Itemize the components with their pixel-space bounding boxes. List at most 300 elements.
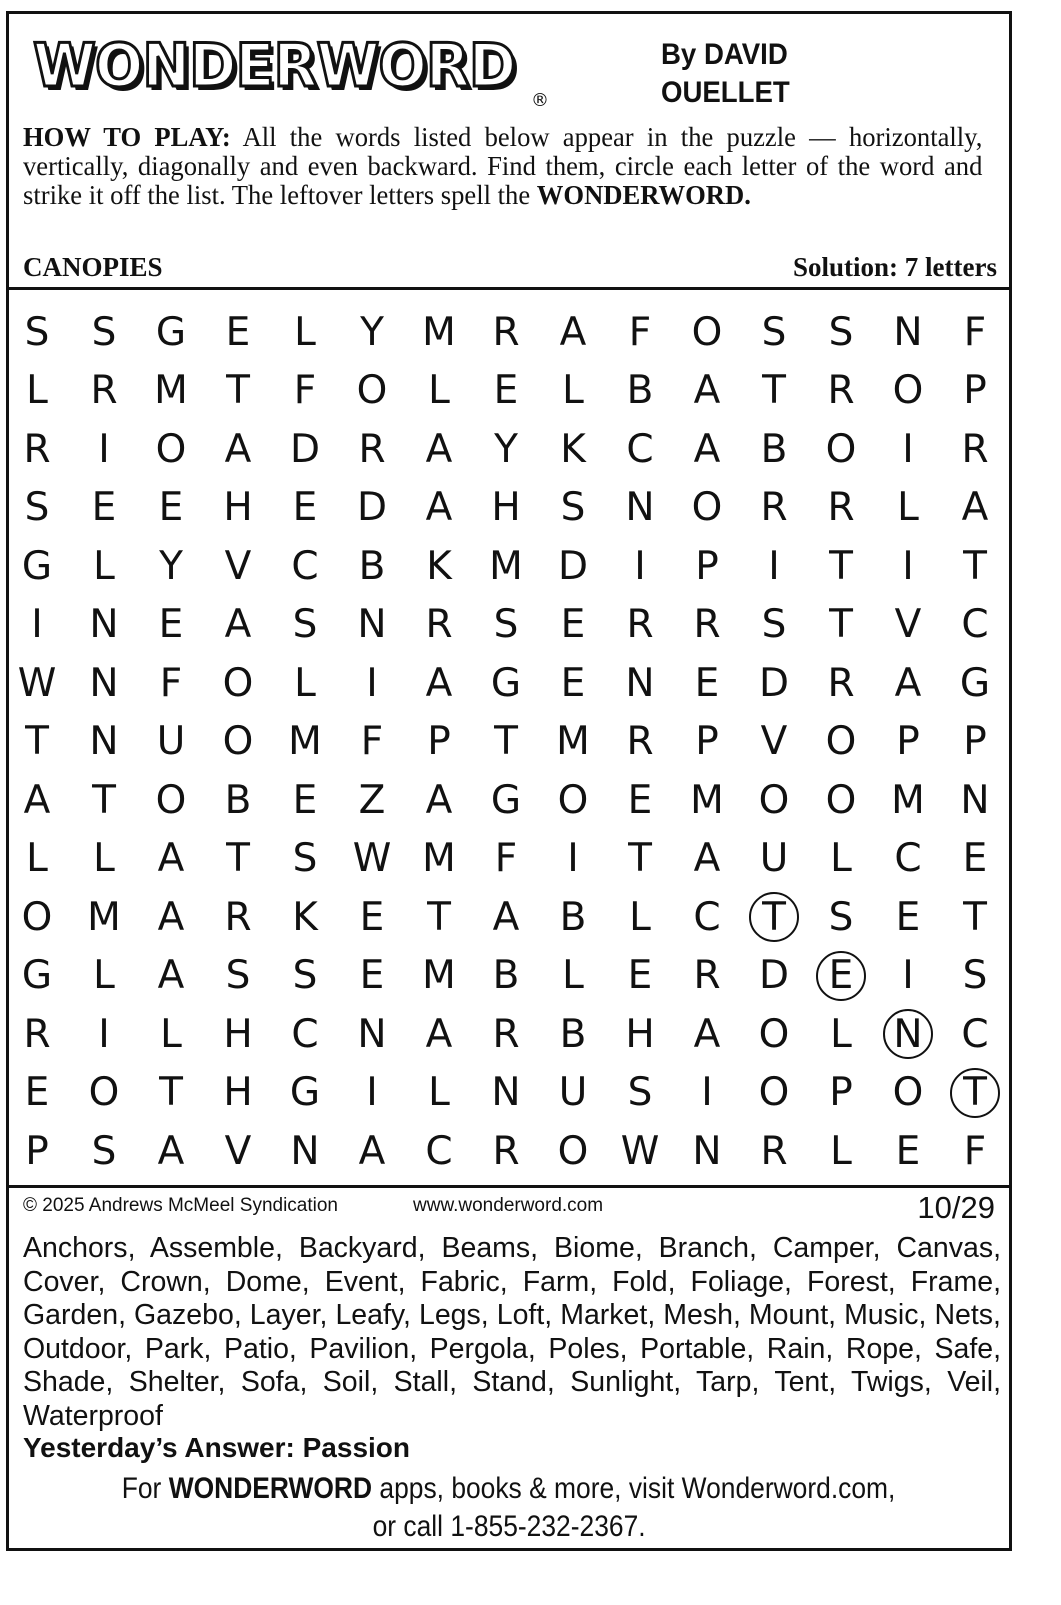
grid-cell[interactable]: H [223,485,253,530]
grid-cell[interactable]: F [963,1128,987,1174]
grid-cell[interactable]: N [491,1070,521,1115]
word-list-item[interactable]: Backyard [298,1232,418,1264]
promo-suffix: apps, books & more, visit Wonderword.com, [379,1472,896,1505]
letter-grid[interactable] [9,298,1009,1178]
grid-cell[interactable]: M [422,836,456,881]
grid-cell[interactable]: A [157,1128,185,1174]
word-list-item[interactable]: Loft [496,1299,545,1331]
grid-cell[interactable]: G [490,660,522,706]
grid-cell[interactable]: I [634,543,646,589]
grid-cell[interactable]: T [628,836,652,881]
grid-cell[interactable]: D [557,543,589,589]
grid-cell[interactable]: S [627,1070,653,1115]
grid-cell[interactable]: S [292,953,318,998]
grid-cell[interactable]: S [493,602,519,647]
grid-cell[interactable]: C [961,1011,989,1057]
grid-cell[interactable]: N [290,1128,320,1174]
grid-cell[interactable]: B [559,894,587,940]
grid-row [9,892,1009,951]
grid-cell[interactable]: W [17,660,57,706]
grid-cell[interactable]: N [89,602,119,647]
grid-cell[interactable]: I [701,1070,713,1115]
grid-cell[interactable]: N [357,1011,387,1057]
grid-cell[interactable]: B [559,1011,587,1057]
grid-cell[interactable]: M [489,543,523,589]
grid-cell[interactable]: O [222,660,254,706]
grid-cell[interactable]: T [963,894,987,940]
grid-cell[interactable]: E [493,368,519,413]
grid-cell[interactable]: O [88,1070,120,1115]
grid-cell[interactable]: T [92,777,116,823]
grid-cell[interactable]: S [24,485,50,530]
grid-cell[interactable]: M [422,953,456,998]
grid-cell[interactable]: N [625,485,655,530]
grid-cell[interactable]: C [291,1011,319,1057]
grid-cell[interactable]: A [894,660,922,706]
grid-cell[interactable]: A [157,836,185,881]
grid-cell[interactable]: E [627,953,653,998]
byline-line-1: By DAVID [661,38,788,71]
grid-cell[interactable]: T [25,719,49,764]
grid-cell[interactable]: D [289,426,321,472]
grid-cell[interactable]: R [827,485,855,530]
grid-cell[interactable]: A [693,426,721,472]
grid-cell[interactable]: P [963,368,987,413]
grid-cell[interactable]: L [93,836,115,881]
grid-cell[interactable]: T [494,719,518,764]
word-list-item[interactable]: Sofa [240,1366,300,1398]
copyright-notice: © 2025 Andrews McMeel Syndication [23,1195,338,1216]
grid-cell[interactable]: O [691,485,723,530]
grid-cell[interactable]: R [827,368,855,413]
byline [661,36,863,112]
grid-cell[interactable]: Y [360,309,384,355]
grid-cell[interactable]: I [902,543,914,589]
promo-prefix: For [122,1472,162,1505]
grid-cell[interactable]: F [963,309,987,355]
word-list-item[interactable]: Poles [548,1332,620,1365]
word-list-item[interactable]: Safe [934,1332,994,1365]
grid-cell[interactable]: A [425,426,453,472]
grid-cell[interactable]: W [352,836,392,881]
word-list-item[interactable]: Leafy [335,1299,404,1331]
grid-cell[interactable]: Z [358,777,386,823]
grid-cell[interactable]: S [225,953,251,998]
grid-cell[interactable]: O [825,426,857,472]
grid-cell[interactable]: P [695,719,719,764]
grid-cell[interactable]: P [829,1070,853,1115]
grid-cell[interactable]: S [828,894,854,940]
word-list-item[interactable]: Legs [418,1299,481,1331]
grid-cell[interactable]: A [23,777,51,823]
solution-length: Solution: 7 letters [793,252,997,282]
word-list-item[interactable]: Twigs [851,1366,924,1398]
grid-cell[interactable]: L [160,1011,182,1057]
grid-cell[interactable]: P [695,543,719,589]
grid-cell[interactable]: V [894,602,922,647]
grid-cell[interactable]: R [760,485,788,530]
grid-cell[interactable]: N [692,1128,722,1174]
word-list-item[interactable]: Branch [658,1232,749,1264]
grid-cell[interactable]: A [224,602,252,647]
grid-cell[interactable]: A [425,660,453,706]
grid-cell[interactable]: O [356,368,388,413]
grid-cell[interactable]: O [758,777,790,823]
word-list-item[interactable]: Camper [772,1232,873,1264]
word-list-item[interactable]: Shade [23,1366,106,1398]
grid-cell[interactable]: S [828,309,854,355]
grid-cell[interactable]: O [155,777,187,823]
grid-cell[interactable]: E [694,660,720,706]
grid-cell[interactable]: D [356,485,388,530]
word-list-item[interactable]: Waterproof [23,1399,163,1432]
grid-cell[interactable]: R [23,426,51,472]
grid-cell[interactable]: T [226,836,250,881]
grid-cell[interactable]: R [693,602,721,647]
grid-cell[interactable]: E [158,602,184,647]
grid-cell[interactable]: L [629,894,651,940]
grid-cell[interactable]: U [156,719,186,764]
grid-cell[interactable]: I [31,602,43,647]
grid-cell[interactable]: S [292,836,318,881]
grid-cell[interactable]: R [492,1011,520,1057]
grid-cell[interactable]: O [758,1011,790,1057]
grid-cell[interactable]: S [761,309,787,355]
grid-cell[interactable]: P [963,719,987,764]
grid-row [9,483,1009,542]
grid-cell[interactable]: F [293,368,317,413]
grid-cell[interactable]: N [625,660,655,706]
word-list-item[interactable]: Fabric [420,1265,500,1298]
grid-cell[interactable]: I [366,1070,378,1115]
grid-cell[interactable]: L [897,485,919,530]
word-list-item[interactable]: Pergola [429,1332,528,1365]
grid-cell[interactable]: M [690,777,724,823]
grid-cell[interactable]: L [830,836,852,881]
grid-cell[interactable]: B [492,953,520,998]
grid-cell[interactable]: L [830,1011,852,1057]
grid-cell[interactable]: E [895,894,921,940]
grid-cell[interactable]: G [155,309,187,355]
grid-cell[interactable]: O [155,426,187,472]
word-list-item[interactable]: Mount [748,1299,829,1331]
word-list-item[interactable]: Gazebo [134,1299,234,1331]
grid-cell-circled[interactable]: T [749,892,799,942]
grid-cell[interactable]: I [768,543,780,589]
grid-cell[interactable]: C [425,1128,453,1174]
word-list-item[interactable]: Soil [322,1366,371,1398]
grid-cell[interactable]: H [625,1011,655,1057]
grid-cell[interactable]: B [224,777,252,823]
grid-cell-circled[interactable]: T [950,1068,1000,1118]
grid-cell[interactable]: R [827,660,855,706]
yesterdays-answer: Yesterday’s Answer: Passion [23,1432,410,1463]
grid-cell[interactable]: O [222,719,254,764]
grid-cell[interactable]: M [154,368,188,413]
grid-cell[interactable]: C [626,426,654,472]
grid-cell[interactable]: U [558,1070,588,1115]
grid-cell[interactable]: G [289,1070,321,1115]
word-list-item[interactable]: Event [324,1265,398,1298]
word-list-item[interactable]: Sunlight [570,1366,674,1398]
grid-cell[interactable]: S [91,309,117,355]
grid-cell[interactable]: A [425,485,453,530]
grid-cell[interactable]: H [223,1011,253,1057]
grid-cell[interactable]: M [556,719,590,764]
grid-cell[interactable]: E [359,953,385,998]
grid-cell[interactable]: T [762,368,786,413]
word-list-item[interactable]: Stall [393,1366,450,1398]
grid-cell[interactable]: A [693,368,721,413]
grid-cell[interactable]: O [557,1128,589,1174]
grid-cell[interactable]: I [567,836,579,881]
grid-cell[interactable]: Y [494,426,518,472]
grid-cell[interactable]: A [358,1128,386,1174]
grid-cell[interactable]: N [89,660,119,706]
word-list-item[interactable]: Layer [249,1299,320,1331]
grid-cell[interactable]: C [894,836,922,881]
grid-cell[interactable]: A [693,1011,721,1057]
grid-cell[interactable]: L [93,953,115,998]
grid-cell[interactable]: A [961,485,989,530]
grid-cell[interactable]: E [225,309,251,355]
grid-cell[interactable]: E [24,1070,50,1115]
grid-cell[interactable]: G [21,543,53,589]
word-list-item[interactable]: Market [560,1299,648,1331]
word-list-item[interactable]: Pavilion [309,1332,410,1365]
grid-cell[interactable]: L [562,953,584,998]
word-list-item[interactable]: Foliage [690,1265,785,1298]
word-list-item[interactable]: Nets [934,1299,994,1331]
grid-cell[interactable]: C [291,543,319,589]
grid-cell[interactable]: D [758,953,790,998]
grid-cell[interactable]: T [829,602,853,647]
grid-cell[interactable]: O [691,309,723,355]
grid-cell[interactable]: O [21,894,53,940]
grid-cell[interactable]: L [294,309,316,355]
word-list-item[interactable]: Assemble [149,1232,275,1264]
grid-cell[interactable]: C [693,894,721,940]
grid-cell[interactable]: K [560,426,586,472]
website-link[interactable]: www.wonderword.com [413,1195,604,1216]
wonderword-logo: WONDERWORD [33,31,516,101]
grid-cell[interactable]: I [98,426,110,472]
grid-cell[interactable]: V [760,719,788,764]
grid-cell[interactable]: O [557,777,589,823]
word-list: Anchors, Assemble, Backyard, Beams, Biome, Branch, Camper, Canvas, Cover, Crown, Dome, Event, Fabric, Farm, Fold, Foliage, Forest, Frame, Garden, Gazebo, Layer, Leafy, Legs, Loft, Market, Mesh, Mount, Music, Nets, Outdoor, Park, Patio, Pavilion, Pergola, Poles, Portable, Rain, Rope, Safe, Shade, Shelter, Sofa, Soil, Stall, Stand, Sunlight, Tarp, Tent, Twigs, Veil, Waterproof [23,1232,1002,1432]
grid-cell[interactable]: A [425,1011,453,1057]
word-list-item[interactable]: Stand [472,1366,547,1398]
word-list-item[interactable]: Crown [120,1265,203,1298]
word-list-item[interactable]: Canvas [896,1232,994,1264]
grid-cell[interactable]: Y [159,543,183,589]
grid-cell[interactable]: M [87,894,121,940]
word-list-item[interactable]: Rope [845,1332,914,1365]
grid-row [9,424,1009,483]
grid-cell[interactable]: L [93,543,115,589]
word-list-item[interactable]: Fold [612,1265,668,1298]
grid-cell[interactable]: A [224,426,252,472]
puzzle-page [6,11,1012,1551]
grid-cell[interactable]: E [359,894,385,940]
grid-cell[interactable]: H [491,485,521,530]
grid-cell[interactable]: B [358,543,386,589]
grid-cell[interactable]: A [559,309,587,355]
grid-cell[interactable]: K [426,543,452,589]
grid-cell[interactable]: E [292,777,318,823]
grid-cell[interactable]: O [825,777,857,823]
grid-cell[interactable]: C [961,602,989,647]
grid-row [9,834,1009,893]
grid-cell[interactable]: R [23,1011,51,1057]
grid-cell[interactable]: O [825,719,857,764]
grid-cell[interactable]: R [90,368,118,413]
how-to-play-lead: HOW TO PLAY: [23,122,231,152]
grid-cell[interactable]: D [758,660,790,706]
grid-cell[interactable]: I [902,426,914,472]
grid-cell[interactable]: T [829,543,853,589]
grid-cell[interactable]: A [693,836,721,881]
grid-cell[interactable]: F [360,719,384,764]
word-list-item[interactable]: Outdoor [23,1332,125,1365]
grid-cell[interactable]: U [759,836,789,881]
grid-cell-circled[interactable]: N [883,1009,933,1059]
word-list-item[interactable]: Beams [441,1232,531,1264]
promo-line-2: or call 1-855-232-2367. [372,1510,646,1543]
grid-cell[interactable]: L [830,1128,852,1174]
word-list-item[interactable]: Rain [766,1332,826,1365]
grid-cell[interactable]: P [427,719,451,764]
puzzle-theme: CANOPIES [23,252,163,282]
word-list-item[interactable]: Tent [774,1366,829,1398]
grid-cell[interactable]: N [357,602,387,647]
grid-cell[interactable]: F [494,836,518,881]
word-list-item[interactable]: Forest [806,1265,888,1298]
grid-cell[interactable]: R [492,1128,520,1174]
word-list-item[interactable]: Frame [910,1265,994,1298]
grid-cell[interactable]: R [358,426,386,472]
grid-cell[interactable]: R [626,602,654,647]
grid-cell[interactable]: N [89,719,119,764]
grid-cell[interactable]: R [760,1128,788,1174]
grid-cell[interactable]: E [962,836,988,881]
grid-cell[interactable]: T [427,894,451,940]
registered-mark: ® [531,90,549,111]
grid-cell[interactable]: S [292,602,318,647]
grid-cell[interactable]: W [620,1128,660,1174]
grid-cell[interactable]: T [159,1070,183,1115]
grid-cell[interactable]: R [961,426,989,472]
grid-cell[interactable]: O [892,368,924,413]
grid-cell[interactable]: S [962,953,988,998]
grid-cell[interactable]: A [157,894,185,940]
grid-cell[interactable]: A [492,894,520,940]
grid-cell[interactable]: G [959,660,991,706]
grid-cell[interactable]: I [98,1011,110,1057]
promo-brand: WONDERWORD [169,1472,373,1505]
grid-cell[interactable]: R [626,719,654,764]
byline-line-2: OUELLET [661,76,790,109]
word-list-item[interactable]: Portable [640,1332,747,1365]
grid-cell[interactable]: S [91,1128,117,1174]
word-list-item[interactable]: Veil [947,1366,994,1398]
grid-cell[interactable]: L [428,368,450,413]
grid-cell[interactable]: I [902,953,914,998]
grid-cell[interactable]: V [224,1128,252,1174]
grid-cell[interactable]: S [560,485,586,530]
word-list-item[interactable]: Anchors [23,1232,128,1264]
grid-cell[interactable]: M [891,777,925,823]
grid-cell[interactable]: E [91,485,117,530]
grid-row [9,658,1009,717]
word-list-item[interactable]: Music [844,1299,919,1331]
grid-cell[interactable]: I [366,660,378,706]
grid-cell[interactable]: E [292,485,318,530]
grid-cell[interactable]: T [963,543,987,589]
grid-cell[interactable]: E [627,777,653,823]
grid-cell[interactable]: N [893,309,923,355]
grid-cell[interactable]: R [425,602,453,647]
grid-cell[interactable]: V [224,543,252,589]
grid-cell[interactable]: G [21,953,53,998]
word-list-item[interactable]: Biome [554,1232,635,1264]
word-list-item[interactable]: Mesh [663,1299,733,1331]
word-list-item[interactable]: Cover [23,1265,98,1298]
grid-cell[interactable]: B [626,368,654,413]
grid-cell[interactable]: N [960,777,990,823]
grid-cell-circled[interactable]: E [816,951,866,1001]
grid-cell[interactable]: E [560,602,586,647]
grid-cell[interactable]: F [628,309,652,355]
grid-cell[interactable]: O [758,1070,790,1115]
word-list-item[interactable]: Shelter [128,1366,218,1398]
grid-cell[interactable]: L [26,368,48,413]
grid-cell[interactable]: R [492,309,520,355]
grid-row [9,1126,1009,1185]
grid-cell[interactable]: R [693,953,721,998]
grid-cell[interactable]: P [25,1128,49,1174]
grid-cell[interactable]: P [896,719,920,764]
grid-cell[interactable]: A [425,777,453,823]
grid-cell[interactable]: O [892,1070,924,1115]
grid-cell[interactable]: H [223,1070,253,1115]
word-list-item[interactable]: Tarp [696,1366,752,1398]
grid-cell[interactable]: L [294,660,316,706]
grid-cell[interactable]: A [157,953,185,998]
word-list-item[interactable]: Park [144,1332,204,1365]
grid-cell[interactable]: T [226,368,250,413]
grid-cell[interactable]: E [158,485,184,530]
word-list-item[interactable]: Patio [223,1332,289,1365]
grid-cell[interactable]: M [422,309,456,355]
word-list-item[interactable]: Dome [225,1265,302,1298]
word-list-item[interactable]: Farm [522,1265,590,1298]
grid-cell[interactable]: F [159,660,183,706]
grid-cell[interactable]: R [224,894,252,940]
grid-cell[interactable]: B [760,426,788,472]
word-list-item[interactable]: Garden [23,1299,119,1331]
grid-cell[interactable]: K [292,894,318,940]
grid-cell[interactable]: S [24,309,50,355]
grid-cell[interactable]: S [761,602,787,647]
grid-cell[interactable]: G [490,777,522,823]
grid-cell[interactable]: E [560,660,586,706]
grid-cell[interactable]: E [895,1128,921,1174]
grid-cell[interactable]: L [26,836,48,881]
grid-cell[interactable]: L [562,368,584,413]
grid-cell[interactable]: M [288,719,322,764]
grid-cell[interactable]: L [428,1070,450,1115]
